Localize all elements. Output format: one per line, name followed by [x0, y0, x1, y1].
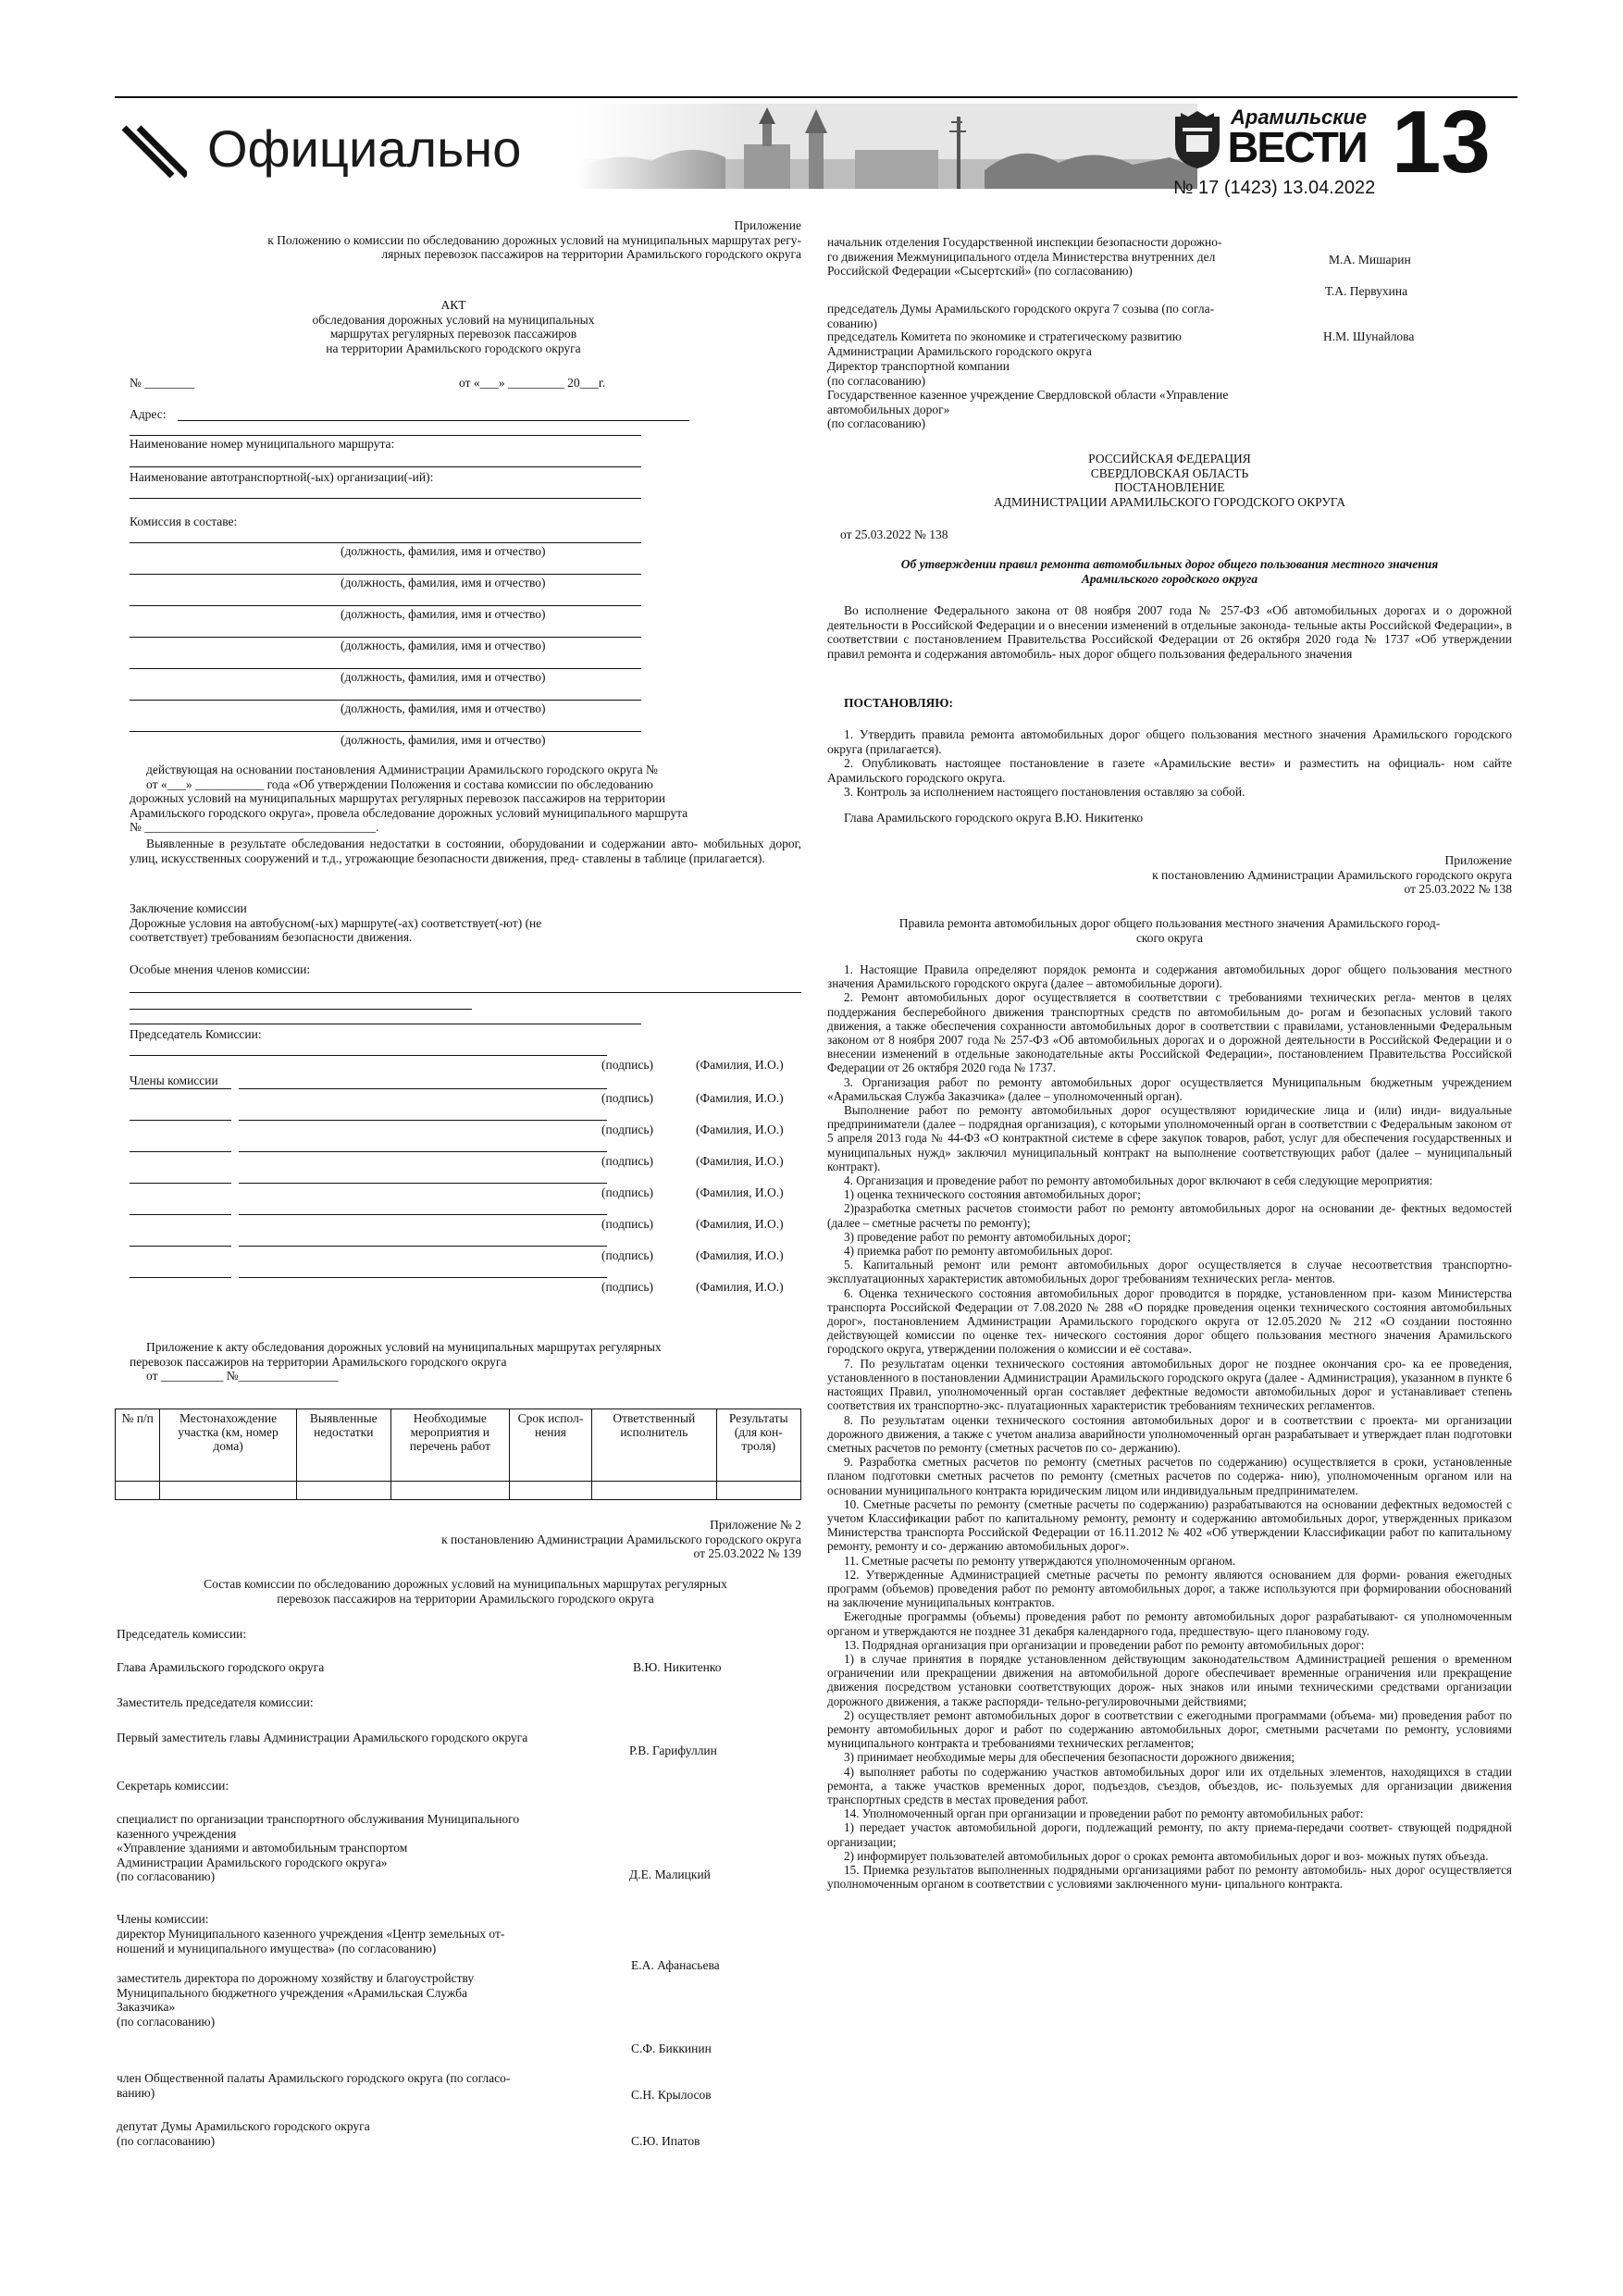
member-3-name: С.Н. Крылосов [631, 2088, 712, 2102]
appendix-1-header: Приложение к Положению о комиссии по обследованию дорожных условий на муниципальных маршрутах регу- лярных перевозок пассажиров на территории Арамильского городского округа [267, 218, 801, 261]
issue-number: № 17 (1423) 13.04.2022 [1173, 178, 1376, 198]
resolve-heading: ПОСТАНОВЛЯЮ: [844, 696, 953, 710]
org-line [130, 498, 641, 499]
table-row [116, 1482, 801, 1500]
cont-member-1-name: М.А. Мишарин [1329, 253, 1411, 267]
rules-title: Правила ремонта автомобильных дорог общего пользования местного значения Арамильского город- ского округа [898, 916, 1441, 945]
member-hint: (должность, фамилия, имя и отчество) [341, 701, 546, 715]
decree-preamble: Во исполнение Федерального закона от 08 ноября 2007 года № 257-ФЗ «Об автомобильных дорогах и о дорожной деятельности в Российской Федерации и о внесении изменений в отдельные законода- тельные акты Российской Федерации», в соответствии с постановлением Правительства Российской Федерации от 26 октября 2020 года № 1737 «Об утверждении правил ремонта и содержания автомобиль- ных дорог общего пользования федерального значения [827, 603, 1512, 661]
route-line [130, 466, 641, 467]
logo-main-text: ВЕСТИ [1227, 123, 1367, 171]
rule-paragraph: 13. Подрядная организация при организации и проведении работ по ремонту автомобильных дорог: [844, 1637, 1365, 1652]
rule-paragraph: 7. По результатам оценки технического состояния автомобильных дорог не позднее окончания сро- ка ее проведения, установленного в постановлении Администрации Арамильского городского округа (далее - Администрация), указанном в пункте 6 настоящих Правил, уполномоченный орган составляет дефектные ведомости автомобильных дорог и устанавливает степень соответствия их транспортно-экс- плуатационных характеристик требованиям технических регламентов. [827, 1356, 1512, 1413]
rule-paragraph: 3. Организация работ по ремонту автомобильных дорог осуществляется Муниципальным бюджетным учреждением «Арамильская Служба Заказчика» (далее – уполномоченный орган). [827, 1074, 1512, 1103]
rule-paragraph: 15. Приемка результатов выполненных подрядными организациями работ по ремонту автомобиль- ных дорог осуществляется уполномоченным органом в соответствии с условиями заключенного муни- ципального контракта. [827, 1863, 1512, 1892]
chair-role: Глава Арамильского городского округа [117, 1660, 325, 1674]
rule-paragraph: 11. Сметные расчеты по ремонту утверждаются уполномоченным органом. [844, 1553, 1236, 1568]
table-header-cell: Результаты (для кон- троля) [716, 1409, 800, 1482]
table-header-cell: Выявленные недостатки [296, 1409, 390, 1482]
member-1-role: директор Муниципального казенного учреждения «Центр земельных от- ношений и муниципального имущества» (по согласованию) [117, 1927, 505, 1955]
rule-paragraph: 8. По результатам оценки технического состояния автомобильных дорог и в соответствии с проекта- ми организации дорожного движения, а также с учетом анализа аварийности уполномоченный орган разрабатывает и утверждает план подготовки сметных расчетов по ремонту (сметных расчетов по со- держанию). [827, 1412, 1512, 1455]
page-number: 13 [1392, 93, 1491, 192]
member-3-role: член Общественной палаты Арамильского городского округа (по согласо- ванию) [117, 2071, 511, 2100]
act-number: № ________ [130, 376, 195, 390]
deputy-name: Р.В. Гарифуллин [629, 1744, 717, 1757]
decree-date: от 25.03.2022 № 138 [840, 527, 948, 541]
cont-member-3: председатель Комитета по экономике и стратегическому развитию Администрации Арамильского городского округа [827, 329, 1182, 358]
double-slash-icon [120, 124, 187, 180]
member-hint: (должность, фамилия, имя и отчество) [341, 733, 546, 747]
member-hint: (должность, фамилия, имя и отчество) [341, 639, 546, 652]
member-hint: (должность, фамилия, имя и отчество) [341, 544, 546, 558]
chair-label: Председатель Комиссии: [130, 1027, 262, 1041]
rule-paragraph: Выполнение работ по ремонту автомобильных дорог осуществляют юридические лица и (или) инди- видуальные предприниматели (далее – подрядная организация), с которыми уполномоченный орган в соответствии с Федеральным законом от 5 апреля 2013 года № 44-ФЗ «О контрактной системе в сфере закупок товаров, работ, услуг для обеспечения государственных и муниципальных нужд» заключил муниципальный контракт на выполнение соответствующих работ (далее – муниципальный контракт). [827, 1103, 1512, 1173]
rule-paragraph: 1) в случае принятия в порядке установленном действующим законодательством Администрацией решения о временном ограничении или прекращении движения на автомобильной дороге обеспечивает временные ограничения или прекращение движения посредством установки соответствующих дорож- ных знаков или иными техническими средствами организации дорожного движения, а также распоряди- тельно-регулировочными действиями; [827, 1651, 1512, 1708]
rule-paragraph: 4) приемка работ по ремонту автомобильных дорог. [844, 1244, 1113, 1259]
composition-title: Состав комиссии по обследованию дорожных условий на муниципальных маршрутах регулярных перевозок пассажиров на территории Арамильского городского округа [204, 1577, 727, 1606]
secretary-heading: Секретарь комиссии: [117, 1779, 229, 1793]
table-header-cell: Срок испол- нения [509, 1409, 591, 1482]
logo-top-text: Арамильские [1231, 105, 1368, 129]
table-header-cell: № п/п [116, 1409, 160, 1482]
act-title: АКТ обследования дорожных условий на муниципальных маршрутах регулярных перевозок пассажиров на территории Арамильского городского округа [312, 298, 595, 355]
rule-paragraph: 1) передает участок автомобильной дороги, подлежащий ремонту, по акту приема-передачи соответ- ствующей подрядной организации; [827, 1820, 1512, 1849]
rule-paragraph: 4. Организация и проведение работ по ремонту автомобильных дорог включают в себя следующие мероприятия: [844, 1173, 1433, 1188]
head-signature: Глава Арамильского городского округа В.Ю. Никитенко [844, 811, 1144, 825]
defects-table [115, 1409, 801, 1500]
member-4-role: депутат Думы Арамильского городского округа (по согласованию) [117, 2119, 370, 2148]
decree-item: 1. Утвердить правила ремонта автомобильных дорог общего пользования местного значения Арамильского городского округа (прилагается). [827, 727, 1512, 756]
rule-paragraph: 5. Капитальный ремонт или ремонт автомобильных дорог осуществляется в случае несоответствия транспортно-эксплуатационных характеристик автомобильных дорог требованиям технических регла- ментов. [827, 1258, 1512, 1286]
coat-of-arms-icon [1171, 111, 1223, 170]
rules-appendix-header: Приложение к постановлению Администрации Арамильского городского округа от 25.03.2022 № 138 [1152, 853, 1512, 896]
rule-paragraph: Ежегодные программы (объемы) проведения работ по ремонту автомобильных дорог разрабатывают- ся уполномоченным органом и утверждаются не позднее 31 декабря календарного года, предшествую- щего плановому году. [827, 1609, 1512, 1638]
deputy-role: Первый заместитель главы Администрации Арамильского городского округа [117, 1731, 528, 1744]
members-label: Члены комиссии [130, 1074, 218, 1087]
chair-heading: Председатель комиссии: [117, 1627, 247, 1641]
rule-paragraph: 10. Сметные расчеты по ремонту (сметные расчеты по содержанию) разрабатываются на основании дефектных ведомостей с учетом Классификации работ по капитальному ремонту, ремонту и содержанию автомобильных дорог, утвержденных приказом Министерства транспорта Российской Федерации от 16.11.2012 № 402 «Об утверждении Классификации работ по капитальному ремонту, ремонту и со- держанию автомобильных дорог». [827, 1496, 1512, 1554]
rule-paragraph: 3) проведение работ по ремонту автомобильных дорог; [844, 1229, 1132, 1244]
rule-paragraph: 2)разработка сметных расчетов стоимости работ по ремонту автомобильных дорог на основании де- фектных ведомостей (далее – сметные расчеты по ремонту); [827, 1201, 1512, 1230]
found-defects: Выявленные в результате обследования недостатки в состоянии, оборудовании и содержании авто- мобильных дорог, улиц, искусственных сооружений и т.д., угрожающие безопасности движения, пред- ставлены в таблице (прилагается). [130, 837, 801, 865]
rule-paragraph: 14. Уполномоченный орган при организации и проведении работ по ремонту автомобильных работ: [844, 1806, 1364, 1821]
header-rule [115, 96, 1518, 98]
act-date: от «___» _________ 20___г. [459, 376, 606, 390]
address-line-2 [130, 435, 641, 436]
section-title: Официально [207, 119, 522, 178]
cont-member-4: Директор транспортной компании (по согласованию) Государственное казенное учреждение Свердловской области «Управление автомобильных дорог» (по согласованию) [827, 359, 1229, 430]
decree-item: 2. Опубликовать настоящее постановление в газете «Арамильские вести» и разместить на официаль- ном сайте Арамильского городского округа. [827, 756, 1512, 785]
rule-paragraph: 2) информирует пользователей автомобильных дорог о сроках ремонта автомобильных дорог и воз- можных путях объезда. [844, 1848, 1489, 1863]
chair-name: В.Ю. Никитенко [633, 1660, 722, 1674]
decree-title: Об утверждении правил ремонта автомобильных дорог общего пользования местного значения Арамильского городского округа [900, 557, 1439, 586]
cont-member-2: председатель Думы Арамильского городского округа 7 созыва (по согла- сованию) [827, 302, 1215, 330]
member-2-role: заместитель директора по дорожному хозяйству и благоустройству Муниципального бюджетного учреждения «Арамильская Служба Заказчика» (по согласованию) [117, 1971, 475, 2029]
rule-paragraph: 2. Ремонт автомобильных дорог осуществляется в соответствии с требованиями технических регла- ментов в целях поддержания бесперебойного движения транспортных средств по автомобильным до- рогам и безопасных условий такого движения, а также обеспечения сохранности автомобильных дорог в соответствии с правилами, установленными Федеральным законом от 8 ноября 2007 года № 257-ФЗ «Об автомобильных дорогах и о дорожной деятельности в Российской Федерации и о внесении изменений в отдельные законодательные акты Российской Федерации», постановлением Правительства Российской Федерации от 26 октября 2020 года № 1737. [827, 990, 1512, 1075]
decree-items [827, 727, 1512, 800]
opinion-line [130, 992, 801, 993]
address-label: Адрес: [130, 407, 167, 421]
acting-basis: действующая на основании постановления Администрации Арамильского городского округа № от «___» ___________ года «Об утверждении Положения и состава комиссии по обследованию дорожных условий на муниципальных маршрутах регулярных перевозок пассажиров на территории Арамильского городского округа», провела обследование дорожных условий муниципального маршрута № _____________________________________. [130, 763, 688, 834]
appendix-2-header: Приложение № 2 к постановлению Администрации Арамильского городского округа от 25.03.2022 № 139 [441, 1518, 801, 1560]
member-2-name: С.Ф. Биккинин [631, 2042, 712, 2055]
rule-paragraph: 2) осуществляет ремонт автомобильных дорог в соответствии с ежегодными программами (объема- ми) проведения работ по ремонту автомобильных дорог и работ по содержанию автомобильных дорог, сметными расчетами по ремонту, условиями муниципального контракта и требованиями технических регламентов; [827, 1707, 1512, 1751]
act-appendix-header: Приложение к акту обследования дорожных условий на муниципальных маршрутах регулярных перевозок пассажиров на территории Арамильского городского округа от __________ №________________ [130, 1340, 662, 1383]
route-name-label: Наименование номер муниципального маршрута: [130, 437, 395, 451]
rule-paragraph: 6. Оценка технического состояния автомобильных дорог проводится в порядке, установленном при- казом Министерства транспорта Российской Федерации от 7.08.2020 № 288 «О порядке проведения оценки технического состояния автомобильных дорог», постановлением Администрации Арамильского городского округа от 12.05.2020 № 212 «О создании постоянно действующей комиссии по оценке тех- нического состояния дорог общего пользования местного значения Арамильского городского округа, утверждении положения о комиссии и её состава». [827, 1285, 1512, 1357]
decree-heading: РОССИЙСКАЯ ФЕДЕРАЦИЯ СВЕРДЛОВСКАЯ ОБЛАСТЬ ПОСТАНОВЛЕНИЕ АДМИНИСТРАЦИИ АРАМИЛЬСКОГО ГОРОДСКОГО ОКРУГА [994, 452, 1345, 509]
page-header [115, 93, 1518, 200]
member-1-name: Е.А. Афанасьева [631, 1958, 720, 1972]
rules-body [827, 962, 1512, 1891]
deputy-heading: Заместитель председателя комиссии: [117, 1695, 314, 1709]
rule-paragraph: 12. Утвержденные Администрацией сметные расчеты по ремонту являются основанием для форми- рования ежегодных программ (объемов) проведения работ по ремонту автомобильных дорог, а также используются при формировании обоснований на заключение муниципальных контрактов. [827, 1567, 1512, 1610]
table-header-cell: Ответственный исполнитель [592, 1409, 716, 1482]
table-header-row [116, 1409, 801, 1482]
address-line [178, 420, 689, 421]
cont-member-3-name: Н.М. Шунайлова [1323, 329, 1415, 343]
member-hint: (должность, фамилия, имя и отчество) [341, 607, 546, 621]
rule-paragraph: 4) выполняет работы по содержанию участков автомобильных дорог или их отдельных элементов, находящихся в стадии ремонта, а также участков временных дорог, подъездов, съездов, объездов, ис- пользуемых для организации движения транспортных средств в местах проведения работ. [827, 1764, 1512, 1806]
secretary-name: Д.Е. Малицкий [629, 1868, 711, 1881]
org-name-label: Наименование автотранспортной(-ых) организации(-ий): [130, 470, 434, 484]
rule-paragraph: 9. Разработка сметных расчетов по ремонту (сметных расчетов по содержанию) осуществляется в сроки, установленные планом подготовки сметных расчетов по ремонту (сметных расчетов по содержа- нию), уполномоченным органом или на основании муниципального контракта юридическим лицом или индивидуальным предпринимателем. [827, 1455, 1512, 1497]
newspaper-logo [1170, 104, 1401, 170]
opinion-line [130, 1009, 472, 1010]
member-hint: (должность, фамилия, имя и отчество) [341, 576, 546, 590]
rule-paragraph: 1) оценка технического состояния автомобильных дорог; [844, 1187, 1141, 1202]
rule-paragraph: 1. Настоящие Правила определяют порядок ремонта и содержания автомобильных дорог общего пользования местного значения Арамильского городского округа (далее – автомобильные дороги). [827, 962, 1512, 991]
sign-hint: (подпись) [601, 1058, 654, 1072]
name-hint: (Фамилия, И.О.) [696, 1058, 784, 1072]
member-4-name: С.Ю. Ипатов [631, 2134, 700, 2148]
conclusion: Заключение комиссии Дорожные условия на автобусном(-ых) маршруте(-ах) соответствует(-ют) (не соответствует) требованиям безопасности движения. [130, 901, 542, 944]
secretary-role: специалист по организации транспортного обслуживания Муниципального казенного учреждения «Управление зданиями и автомобильным транспортом Администрации Арамильского городского округа» (по согласованию) [117, 1812, 520, 1883]
commission-label: Комиссия в составе: [130, 515, 238, 528]
table-header-cell: Необходимые мероприятия и перечень работ [390, 1409, 509, 1482]
table-header-cell: Местонахождение участка (км, номер дома) [160, 1409, 296, 1482]
member-hint: (должность, фамилия, имя и отчество) [341, 670, 546, 684]
members-heading: Члены комиссии: [117, 1912, 209, 1926]
decree-item: 3. Контроль за исполнением настоящего постановления оставляю за собой. [844, 785, 1245, 799]
cont-member-1: начальник отделения Государственной инспекции безопасности дорожно- го движения Межмуниципального отдела Министерства внутренних дел Российской Федерации «Сысертский» (по согласованию) [827, 235, 1222, 278]
chair-sign-line [130, 1055, 607, 1056]
cont-member-2-name: Т.А. Первухина [1325, 284, 1408, 298]
header-photo-fade [577, 104, 744, 189]
opinions-label: Особые мнения членов комиссии: [130, 962, 311, 976]
rule-paragraph: 3) принимает необходимые меры для обеспечения безопасности дорожного движения; [844, 1750, 1295, 1765]
